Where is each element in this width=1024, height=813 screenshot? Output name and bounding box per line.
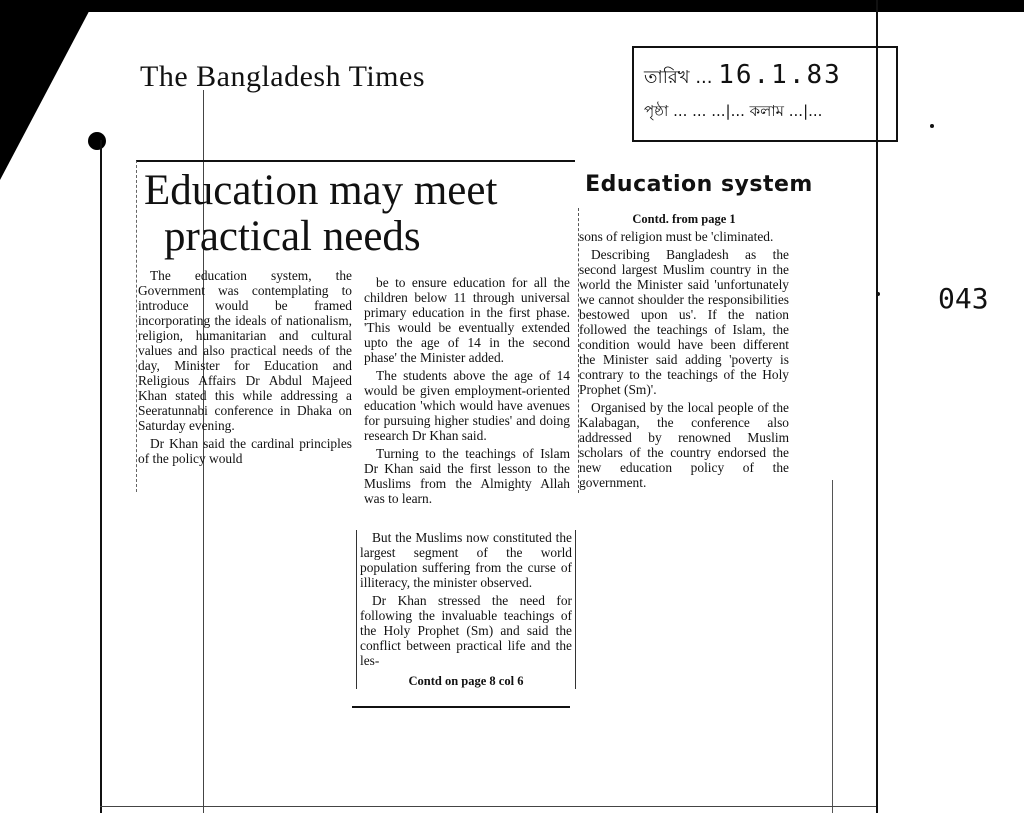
continuation-column bbox=[578, 208, 789, 493]
paragraph: Describing Bangladesh as the second largest Muslim country in the world the Minister said 'unfortunately we cannot shoulder the responsibilities bestowed upon us'. If the nation followed the teachings of Islam, the condition would have been different the Minister said adding 'poverty is contrary to the teachings of the Holy Prophet (Sm)'. bbox=[579, 247, 789, 397]
punch-hole bbox=[88, 132, 106, 150]
continued-note: Contd on page 8 col 6 bbox=[408, 674, 524, 688]
continuation-heading: Education system bbox=[585, 172, 813, 197]
article-column-1 bbox=[138, 268, 352, 469]
paragraph: The education system, the Government was contemplating to introduce would be framed incorporating the ideals of nationalism, religion, humanitarian and cultural values and also practical needs of the day, Minister for Education and Religious Affairs Dr Abdul Majeed Khan stated this while addressing a Seeratunnabi conference in Dhaka on Saturday evening. bbox=[138, 268, 352, 433]
paragraph: sons of religion must be 'climinated. bbox=[579, 229, 774, 244]
paragraph: Dr Khan stressed the need for following the invaluable teachings of the Holy Prophet (Sm) and said the conflict between practical life and the les- bbox=[360, 593, 572, 668]
page-rule-left bbox=[100, 140, 102, 813]
article-headline bbox=[144, 168, 574, 261]
stray-mark bbox=[876, 292, 880, 296]
date-stamp bbox=[632, 46, 898, 142]
headline-line-1: Education may meet bbox=[144, 167, 498, 214]
contd-from-note: Contd. from page 1 bbox=[632, 212, 736, 226]
page-rule-bottom bbox=[100, 806, 876, 807]
stray-mark bbox=[930, 124, 934, 128]
scan-border-corner bbox=[0, 0, 95, 180]
page-rule-right-inner bbox=[832, 480, 833, 813]
scan-border-top bbox=[0, 0, 1024, 12]
headline-line-2: practical needs bbox=[164, 213, 421, 261]
paragraph: The students above the age of 14 would be given employment-oriented education 'which would have avenues for pursuing higher studies' and doing research Dr Khan said. bbox=[364, 368, 570, 443]
stamp-date-row bbox=[644, 60, 842, 94]
paragraph: Turning to the teachings of Islam Dr Khan said the first lesson to the Muslims from the Almighty Allah was to learn. bbox=[364, 446, 570, 506]
stamp-date-value: 16.1.83 bbox=[718, 60, 842, 90]
paragraph: Dr Khan said the cardinal principles of the policy would bbox=[138, 436, 352, 466]
stamp-page-row: পৃষ্ঠা ... ... ...|... কলাম ...|... bbox=[644, 102, 823, 120]
stamp-date-label: তারিখ ... bbox=[644, 67, 713, 88]
paragraph: But the Muslims now constituted the largest segment of the world population suffering from the curse of illiteracy, the minister observed. bbox=[360, 530, 572, 590]
newspaper-masthead: The Bangladesh Times bbox=[140, 60, 425, 93]
clipping-bottom-edge bbox=[352, 706, 570, 708]
article-column-2 bbox=[364, 275, 570, 509]
page-number: 043 bbox=[938, 282, 989, 315]
article-column-2-continued bbox=[356, 530, 576, 689]
paragraph: Organised by the local people of the Kalabagan, the conference also addressed by renowned Muslim scholars of the country endorsed the new education policy of the government. bbox=[579, 400, 789, 490]
paragraph: be to ensure education for all the children below 11 through universal primary education in the first phase. 'This would be eventually extended upto the age of 14 in the second phase' the Minister added. bbox=[364, 275, 570, 365]
